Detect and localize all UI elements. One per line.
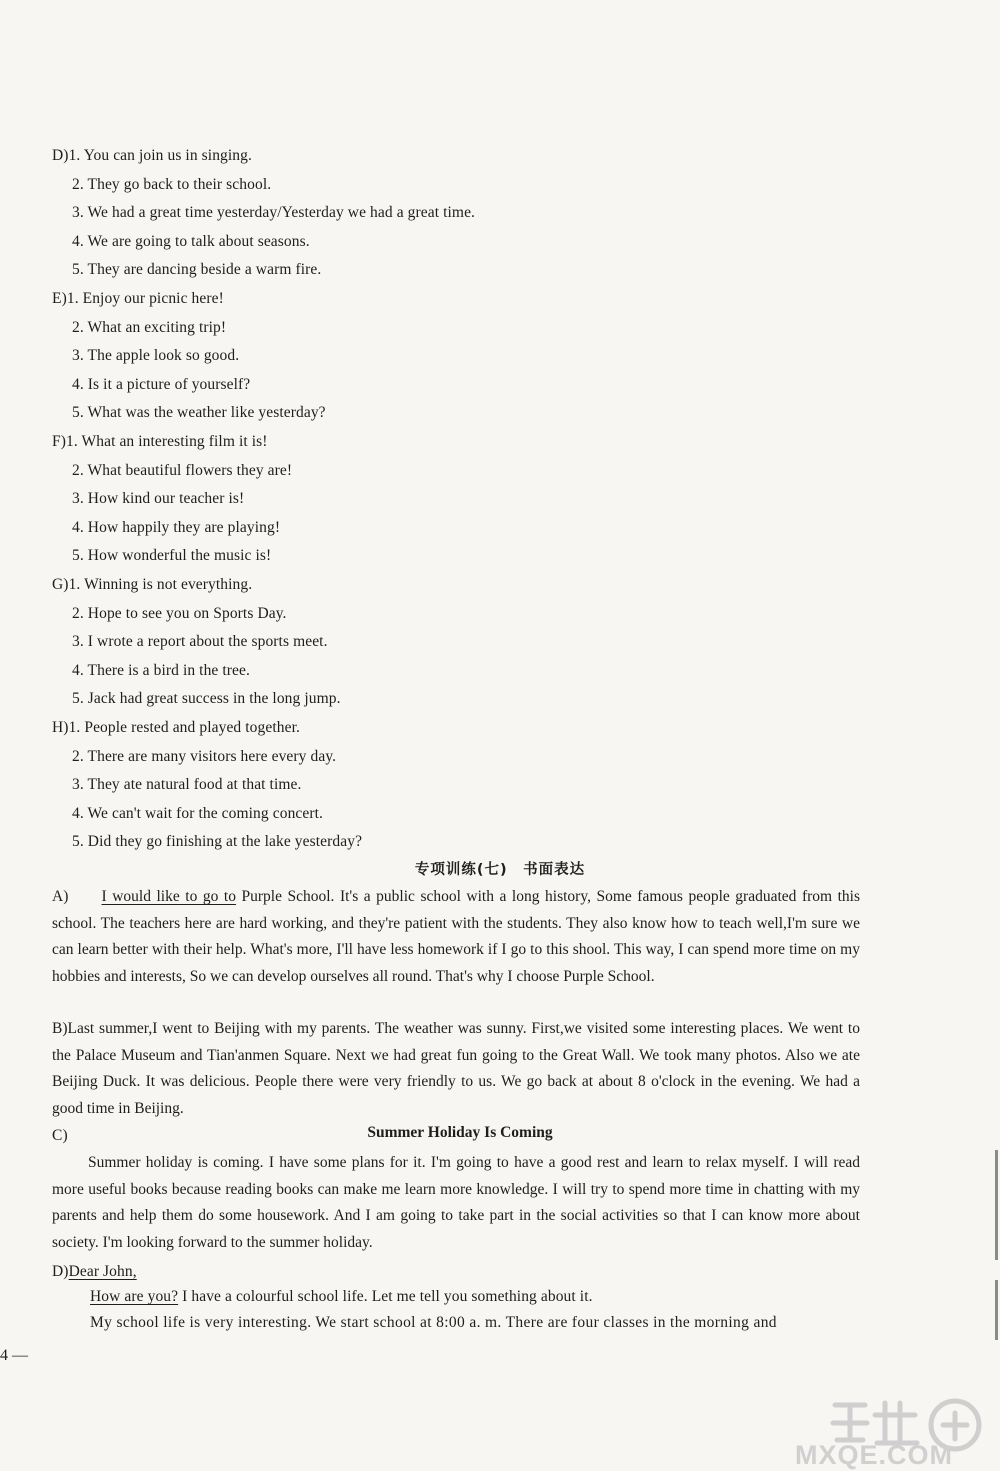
answer-group-letter: D) bbox=[52, 147, 69, 164]
answer-text: 4. Is it a picture of yourself? bbox=[72, 375, 251, 393]
scan-edge-mark bbox=[995, 1280, 998, 1340]
answer-text: 5. They are dancing beside a warm fire. bbox=[72, 261, 322, 279]
answer-item bbox=[72, 461, 292, 481]
answer-item bbox=[72, 346, 239, 366]
answer-item bbox=[72, 375, 250, 395]
answer-text: 3. They ate natural food at that time. bbox=[72, 776, 302, 794]
answer-item bbox=[52, 432, 268, 452]
answer-item bbox=[52, 146, 252, 166]
answer-item bbox=[72, 403, 326, 423]
answer-item bbox=[72, 604, 287, 624]
answer-group-letter: H) bbox=[52, 719, 69, 736]
section-title: 专项训练(七) 书面表达 bbox=[414, 862, 586, 878]
answer-item bbox=[72, 489, 244, 509]
answer-text: 1. Winning is not everything. bbox=[68, 576, 253, 593]
answer-text: 4. We are going to talk about seasons. bbox=[72, 232, 310, 250]
answer-text: 1. You can join us in singing. bbox=[68, 147, 252, 164]
writing-d-letter: D) bbox=[52, 1263, 69, 1280]
answer-text: 4. There is a bird in the tree. bbox=[72, 661, 250, 679]
answer-item bbox=[72, 632, 328, 652]
writing-d-greeting-underlined: How are you? bbox=[90, 1288, 179, 1305]
writing-d-greeting bbox=[90, 1287, 593, 1307]
answer-item bbox=[72, 318, 226, 338]
answer-text: 5. How wonderful the music is! bbox=[72, 547, 272, 565]
answer-group-letter: E) bbox=[52, 290, 67, 307]
answer-text: 5. What was the weather like yesterday? bbox=[72, 404, 326, 422]
answer-text: 3. The apple look so good. bbox=[72, 347, 240, 365]
answer-text: 4. We can't wait for the coming concert. bbox=[72, 804, 324, 822]
writing-c-letter: C) bbox=[52, 1127, 68, 1144]
answer-item bbox=[72, 689, 341, 709]
answer-item bbox=[72, 775, 301, 795]
writing-a-paragraph bbox=[52, 884, 860, 990]
answer-item bbox=[72, 804, 323, 824]
answer-group-letter: F) bbox=[52, 433, 66, 450]
answer-text: 1. What an interesting film it is! bbox=[65, 433, 268, 450]
answer-item bbox=[52, 575, 252, 595]
writing-b-text: Last summer,I went to Beijing with my parents. The weather was sunny. First,we visited some interesting places. We went to the Palace Museum and Tian'anmen Square. Next we had great fun going to the Great Wall. We took many photos. Also we ate Beijing Duck. It was delicious. People there were very friendly to us. We go back at about 8 o'clock in the evening. We had a good time in Beijing. bbox=[52, 1020, 860, 1117]
answer-item bbox=[72, 175, 271, 195]
answer-item bbox=[72, 203, 475, 223]
answer-item bbox=[52, 289, 224, 309]
answer-item bbox=[72, 518, 280, 538]
answer-text: 2. There are many visitors here every day. bbox=[72, 747, 337, 765]
answer-group-letter: G) bbox=[52, 576, 69, 593]
writing-d-text: My school life is very interesting. We start school at 8:00 a. m. There are four classes in the morning and bbox=[90, 1314, 777, 1331]
answer-item bbox=[72, 546, 271, 566]
answer-text: 1. People rested and played together. bbox=[68, 719, 300, 736]
scan-edge-mark bbox=[995, 1150, 998, 1260]
writing-c-text: Summer holiday is coming. I have some plans for it. I'm going to have a good rest and learn to relax myself. I will read more useful books because reading books can make me learn more knowledge. I will try to spend more time in chatting with my parents and help them do some housework. And I am going to take part in the social activities so that I can know more about society. I'm looking forward to the summer holiday. bbox=[52, 1154, 860, 1251]
answer-text: 1. Enjoy our picnic here! bbox=[66, 290, 224, 307]
page-number: 4 — bbox=[0, 1347, 28, 1364]
answer-text: 3. How kind our teacher is! bbox=[72, 490, 245, 508]
writing-d-greeting-rest: I have a colourful school life. Let me tell you something about it. bbox=[182, 1288, 593, 1305]
answer-text: 2. What an exciting trip! bbox=[72, 318, 227, 336]
writing-a-letter: A) bbox=[52, 888, 69, 905]
writing-b-paragraph bbox=[52, 1016, 860, 1122]
answer-text: 3. I wrote a report about the sports meet. bbox=[72, 633, 328, 651]
answer-text: 3. We had a great time yesterday/Yesterday we had a great time. bbox=[72, 204, 476, 222]
answer-text: 2. What beautiful flowers they are! bbox=[72, 461, 293, 479]
answer-text: 5. Did they go finishing at the lake yesterday? bbox=[72, 833, 363, 851]
answer-item bbox=[72, 260, 321, 280]
answer-text: 5. Jack had great success in the long jump. bbox=[72, 690, 341, 708]
writing-a-text: Purple School. It's a public school with a long history, Some famous people graduated from this school. The teachers here are hard working, and they're patient with the students. They also know how to teach well,I'm sure we can learn better with their help. What's more, I'll have less homework if I go to this shool. This way, I can spend more time on my hobbies and interests, So we can develop ourselves all round. That's why I choose Purple School. bbox=[52, 888, 860, 985]
answer-text: 2. Hope to see you on Sports Day. bbox=[72, 604, 287, 622]
writing-d-salutation: Dear John, bbox=[68, 1263, 137, 1280]
answer-item bbox=[72, 661, 250, 681]
answer-item bbox=[52, 718, 300, 738]
writing-a-underlined: I would like to go to bbox=[101, 888, 236, 905]
writing-d-heading bbox=[52, 1262, 137, 1282]
answer-text: 2. They go back to their school. bbox=[72, 175, 272, 193]
answer-item bbox=[72, 832, 362, 852]
answer-item bbox=[72, 232, 310, 252]
answer-item bbox=[72, 747, 336, 767]
writing-b-letter: B) bbox=[52, 1020, 68, 1037]
watermark-text: MXQE.COM bbox=[795, 1440, 954, 1470]
writing-c-title: Summer Holiday Is Coming bbox=[367, 1124, 553, 1141]
answer-text: 4. How happily they are playing! bbox=[72, 518, 281, 536]
